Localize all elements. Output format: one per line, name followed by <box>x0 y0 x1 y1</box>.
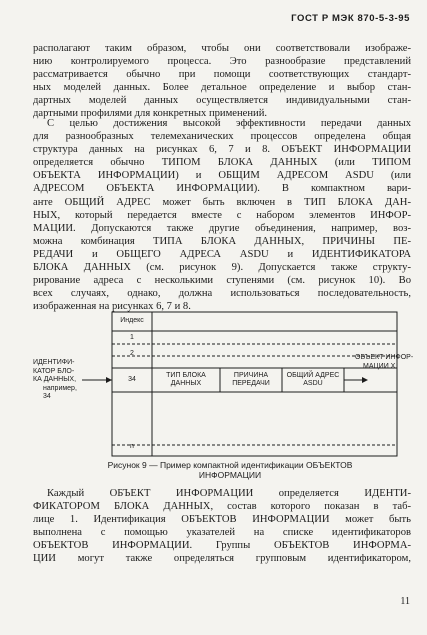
text-line: АДРЕСОМ ОБЪЕКТА ИНФОРМАЦИИ). В компактном вари- <box>33 183 411 195</box>
text-line: структура данных на рисунках 6, 7 и 8. ОБЪЕКТ ИНФОРМАЦИИ <box>33 144 411 156</box>
figure-caption <box>80 460 380 480</box>
text-line: ных моделей данных. Более детальное определение и выбор стан- <box>33 82 411 94</box>
caption-line: Рисунок 9 — Пример компактной идентификации ОБЪЕКТОВ <box>107 460 353 470</box>
text-line: выполнена с помощью указателей на списке идентификаторов <box>33 527 411 539</box>
label-line: ИДЕНТИФИ- <box>33 359 75 366</box>
paragraph-3 <box>33 487 411 566</box>
text-line: РЕДАЧИ и ОБЩЕГО АДРЕСА ASDU и ИДЕНТИФИКАТОРА <box>33 248 411 260</box>
cell-common-address: ОБЩИЙ АДРЕС ASDU <box>286 372 340 387</box>
index-2: 2 <box>130 350 134 357</box>
text-line: НЫХ, который передается вместе с набором элементов ИНФОР- <box>33 209 411 221</box>
page-number: 11 <box>400 596 410 607</box>
page-header: ГОСТ Р МЭК 870-5-3-95 <box>291 13 410 24</box>
index-1: 1 <box>130 334 134 341</box>
text-line: ОБЪЕКТА ИНФОРМАЦИИ) и ОБЩИМ АДРЕСОМ ASDU (или <box>33 170 411 182</box>
text-line: нию контролируемого процесса. Это разнообразие представлений <box>33 56 411 68</box>
text-line: ЦИИ могут также определяться групповым идентификатором, <box>33 553 411 565</box>
cell-type: ТИП БЛОКА ДАННЫХ <box>166 372 206 387</box>
text-line: определяется обычно ТИПОМ БЛОКА ДАННЫХ (или ТИПОМ <box>33 157 411 169</box>
text-line: БЛОКА ДАННЫХ (см. рисунок 9). Допускается также структу- <box>33 262 411 274</box>
caption-line: ИНФОРМАЦИИ <box>198 470 262 480</box>
index-header: Индекс <box>120 317 144 324</box>
label-line: КАТОР БЛО- <box>33 367 75 375</box>
index-n: n <box>130 443 134 450</box>
index-34: 34 <box>128 376 136 383</box>
left-label <box>33 359 77 402</box>
text-line: для разнообразных телемеханических процессов определена общая <box>33 131 411 143</box>
right-label <box>355 354 413 371</box>
cell-cause: ПРИЧИНА ПЕРЕДАЧИ <box>232 372 270 387</box>
text-line: лице 1. Идентификация ОБЪЕКТОВ ИНФОРМАЦИИ может быть <box>33 514 411 526</box>
text-line: изображенная на рисунках 6, 7 и 8. <box>33 301 191 313</box>
text-line: ФИКАТОРОМ БЛОКА ДАННЫХ, состав которого показан в таб- <box>33 501 411 513</box>
text-line: ОБЪЕКТОВ ИНФОРМАЦИИ. Группы ОБЪЕКТОВ ИНФОРМА- <box>33 540 411 552</box>
label-line: ОБЪЕКТ ИНФОР- <box>355 354 414 361</box>
text-line: всех случаях, однако, должна использоваться последовательность, <box>33 288 411 300</box>
label-line: КА ДАННЫХ, <box>33 376 77 383</box>
text-line: МАЦИИ. Допускаются также другие объединения, например, воз- <box>33 222 411 234</box>
text-line: С целью достижения высокой эффективности передачи данных <box>47 118 411 129</box>
text-line: анте ОБЩИЙ АДРЕС может быть включен в ТИП БЛОКА ДАН- <box>33 196 411 208</box>
text-line: рассматривается обычно при помощи соответствующих стандарт- <box>33 69 411 81</box>
text-line: дартных моделей данных осуществляется индивидуальными стан- <box>33 95 411 107</box>
label-line: например, <box>43 384 77 392</box>
text-line: дартными профилями для конкретных применений. <box>33 108 268 120</box>
text-line: Каждый ОБЪЕКТ ИНФОРМАЦИИ определяется ИДЕНТИ- <box>47 488 411 499</box>
text-line: рирование адреса с несколькими ступенями (см. рисунок 10). Во <box>33 275 411 287</box>
label-line: 34 <box>43 393 51 400</box>
label-line: МАЦИИ X <box>363 362 396 370</box>
text-line: можна комбинация ТИПА БЛОКА ДАННЫХ, ПРИЧИНЫ ПЕ- <box>33 235 411 247</box>
text-line: располагают таким образом, чтобы они соответствовали изображе- <box>33 43 411 54</box>
